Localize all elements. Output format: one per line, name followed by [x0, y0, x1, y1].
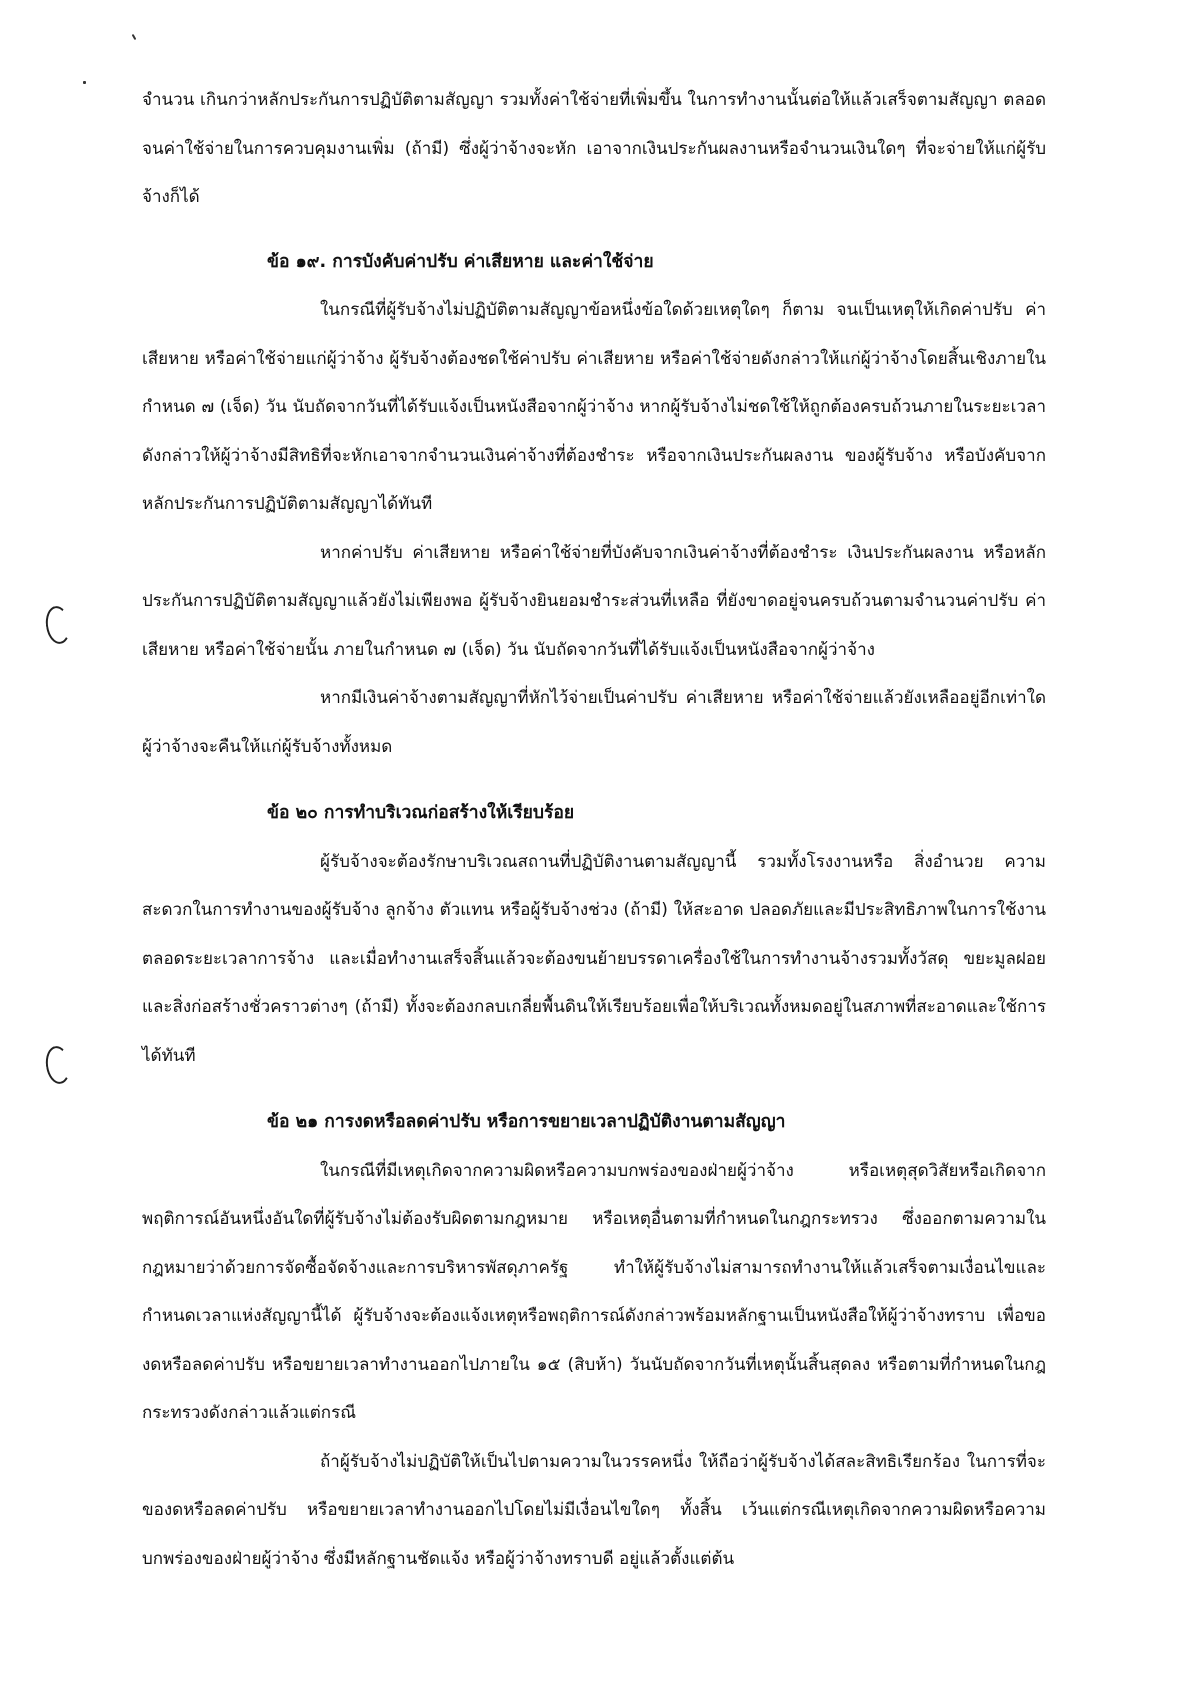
intro-paragraph: จำนวน เกินกว่าหลักประกันการปฏิบัติตามสัญญา รวมทั้งค่าใช้จ่ายที่เพิ่มขึ้น ในการทำงานนั้นต่อให้แล้วเสร็จตามสัญญา ตลอดจนค่าใช้จ่ายในการควบคุมงานเพิ่ม (ถ้ามี) ซึ่งผู้ว่าจ้างจะหัก เอาจากเงินประกันผลงานหรือจำนวนเงินใดๆ ที่จะจ่ายให้แก่ผู้รับจ้างก็ได้: [142, 90, 1046, 207]
section-21: [142, 1098, 1046, 1583]
section-paragraph: ถ้าผู้รับจ้างไม่ปฏิบัติให้เป็นไปตามความในวรรคหนึ่ง ให้ถือว่าผู้รับจ้างได้สละสิทธิเรียกร้อง ในการที่จะของดหรือลดค่าปรับ หรือขยายเวลาทำงานออกไปโดยไม่มีเงื่อนไขใดๆ ทั้งสิ้น เว้นแต่กรณีเหตุเกิดจากความผิดหรือความบกพร่องของฝ่ายผู้ว่าจ้าง ซึ่งมีหลักฐานชัดแจ้ง หรือผู้ว่าจ้างทราบดี อยู่แล้วตั้งแต่ต้น: [142, 1451, 1046, 1569]
section-paragraph: หากมีเงินค่าจ้างตามสัญญาที่หักไว้จ่ายเป็นค่าปรับ ค่าเสียหาย หรือค่าใช้จ่ายแล้วยังเหลืออยู่อีกเท่าใด ผู้ว่าจ้างจะคืนให้แก่ผู้รับจ้างทั้งหมด: [142, 688, 1046, 757]
section-paragraph: ในกรณีที่ผู้รับจ้างไม่ปฏิบัติตามสัญญาข้อหนึ่งข้อใดด้วยเหตุใดๆ ก็ตาม จนเป็นเหตุให้เกิดค่าปรับ ค่าเสียหาย หรือค่าใช้จ่ายแก่ผู้ว่าจ้าง ผู้รับจ้างต้องชดใช้ค่าปรับ ค่าเสียหาย หรือค่าใช้จ่ายดังกล่าวให้แก่ผู้ว่าจ้างโดยสิ้นเชิงภายในกำหนด ๗ (เจ็ด) วัน นับถัดจากวันที่ได้รับแจ้งเป็นหนังสือจากผู้ว่าจ้าง หากผู้รับจ้างไม่ชดใช้ให้ถูกต้องครบถ้วนภายในระยะเวลาดังกล่าวให้ผู้ว่าจ้างมีสิทธิที่จะหักเอาจากจำนวนเงินค่าจ้างที่ต้องชำระ หรือจากเงินประกันผลงาน ของผู้รับจ้าง หรือบังคับจากหลักประกันการปฏิบัติตามสัญญาได้ทันที: [142, 300, 1046, 514]
punch-hole-mark: [43, 605, 72, 646]
section-heading: ข้อ ๑๙. การบังคับค่าปรับ ค่าเสียหาย และค่าใช้จ่าย: [267, 251, 654, 272]
section-20: [142, 789, 1046, 1080]
scan-speck: [132, 34, 137, 40]
section-heading: ข้อ ๒๐ การทำบริเวณก่อสร้างให้เรียบร้อย: [267, 803, 575, 823]
section-19: [142, 238, 1046, 772]
document-body: [142, 76, 1046, 1601]
section-paragraph: ผู้รับจ้างจะต้องรักษาบริเวณสถานที่ปฏิบัติงานตามสัญญานี้ รวมทั้งโรงงานหรือ สิ่งอำนวย ความสะดวกในการทำงานของผู้รับจ้าง ลูกจ้าง ตัวแทน หรือผู้รับจ้างช่วง (ถ้ามี) ให้สะอาด ปลอดภัยและมีประสิทธิภาพในการใช้งานตลอดระยะเวลาการจ้าง และเมื่อทำงานเสร็จสิ้นแล้วจะต้องขนย้ายบรรดาเครื่องใช้ในการทำงานจ้างรวมทั้งวัสดุ ขยะมูลฝอย และสิ่งก่อสร้างชั่วคราวต่างๆ (ถ้ามี) ทั้งจะต้องกลบเกลี่ยพื้นดินให้เรียบร้อยเพื่อให้บริเวณทั้งหมดอยู่ในสภาพที่สะอาดและใช้การได้ทันที: [142, 851, 1046, 1066]
section-heading: ข้อ ๒๑ การงดหรือลดค่าปรับ หรือการขยายเวลาปฏิบัติงานตามสัญญา: [267, 1112, 786, 1132]
section-paragraph: ในกรณีที่มีเหตุเกิดจากความผิดหรือความบกพร่องของฝ่ายผู้ว่าจ้าง หรือเหตุสุดวิสัยหรือเกิดจากพฤติการณ์อันหนึ่งอันใดที่ผู้รับจ้างไม่ต้องรับผิดตามกฎหมาย หรือเหตุอื่นตามที่กำหนดในกฎกระทรวง ซึ่งออกตามความในกฎหมายว่าด้วยการจัดซื้อจัดจ้างและการบริหารพัสดุภาครัฐ ทำให้ผู้รับจ้างไม่สามารถทำงานให้แล้วเสร็จตามเงื่อนไขและกำหนดเวลาแห่งสัญญานี้ได้ ผู้รับจ้างจะต้องแจ้งเหตุหรือพฤติการณ์ดังกล่าวพร้อมหลักฐานเป็นหนังสือให้ผู้ว่าจ้างทราบ เพื่อของดหรือลดค่าปรับ หรือขยายเวลาทำงานออกไปภายใน ๑๕ (สิบห้า) วันนับถัดจากวันที่เหตุนั้นสิ้นสุดลง หรือตามที่กำหนดในกฎกระทรวงดังกล่าวแล้วแต่กรณี: [142, 1160, 1046, 1423]
scan-speck: [83, 81, 86, 84]
section-paragraph: หากค่าปรับ ค่าเสียหาย หรือค่าใช้จ่ายที่บังคับจากเงินค่าจ้างที่ต้องชำระ เงินประกันผลงาน หรือหลักประกันการปฏิบัติตามสัญญาแล้วยังไม่เพียงพอ ผู้รับจ้างยินยอมชำระส่วนที่เหลือ ที่ยังขาดอยู่จนครบถ้วนตามจำนวนค่าปรับ ค่าเสียหาย หรือค่าใช้จ่ายนั้น ภายในกำหนด ๗ (เจ็ด) วัน นับถัดจากวันที่ได้รับแจ้งเป็นหนังสือจากผู้ว่าจ้าง: [142, 542, 1046, 660]
punch-hole-mark: [43, 1045, 72, 1086]
